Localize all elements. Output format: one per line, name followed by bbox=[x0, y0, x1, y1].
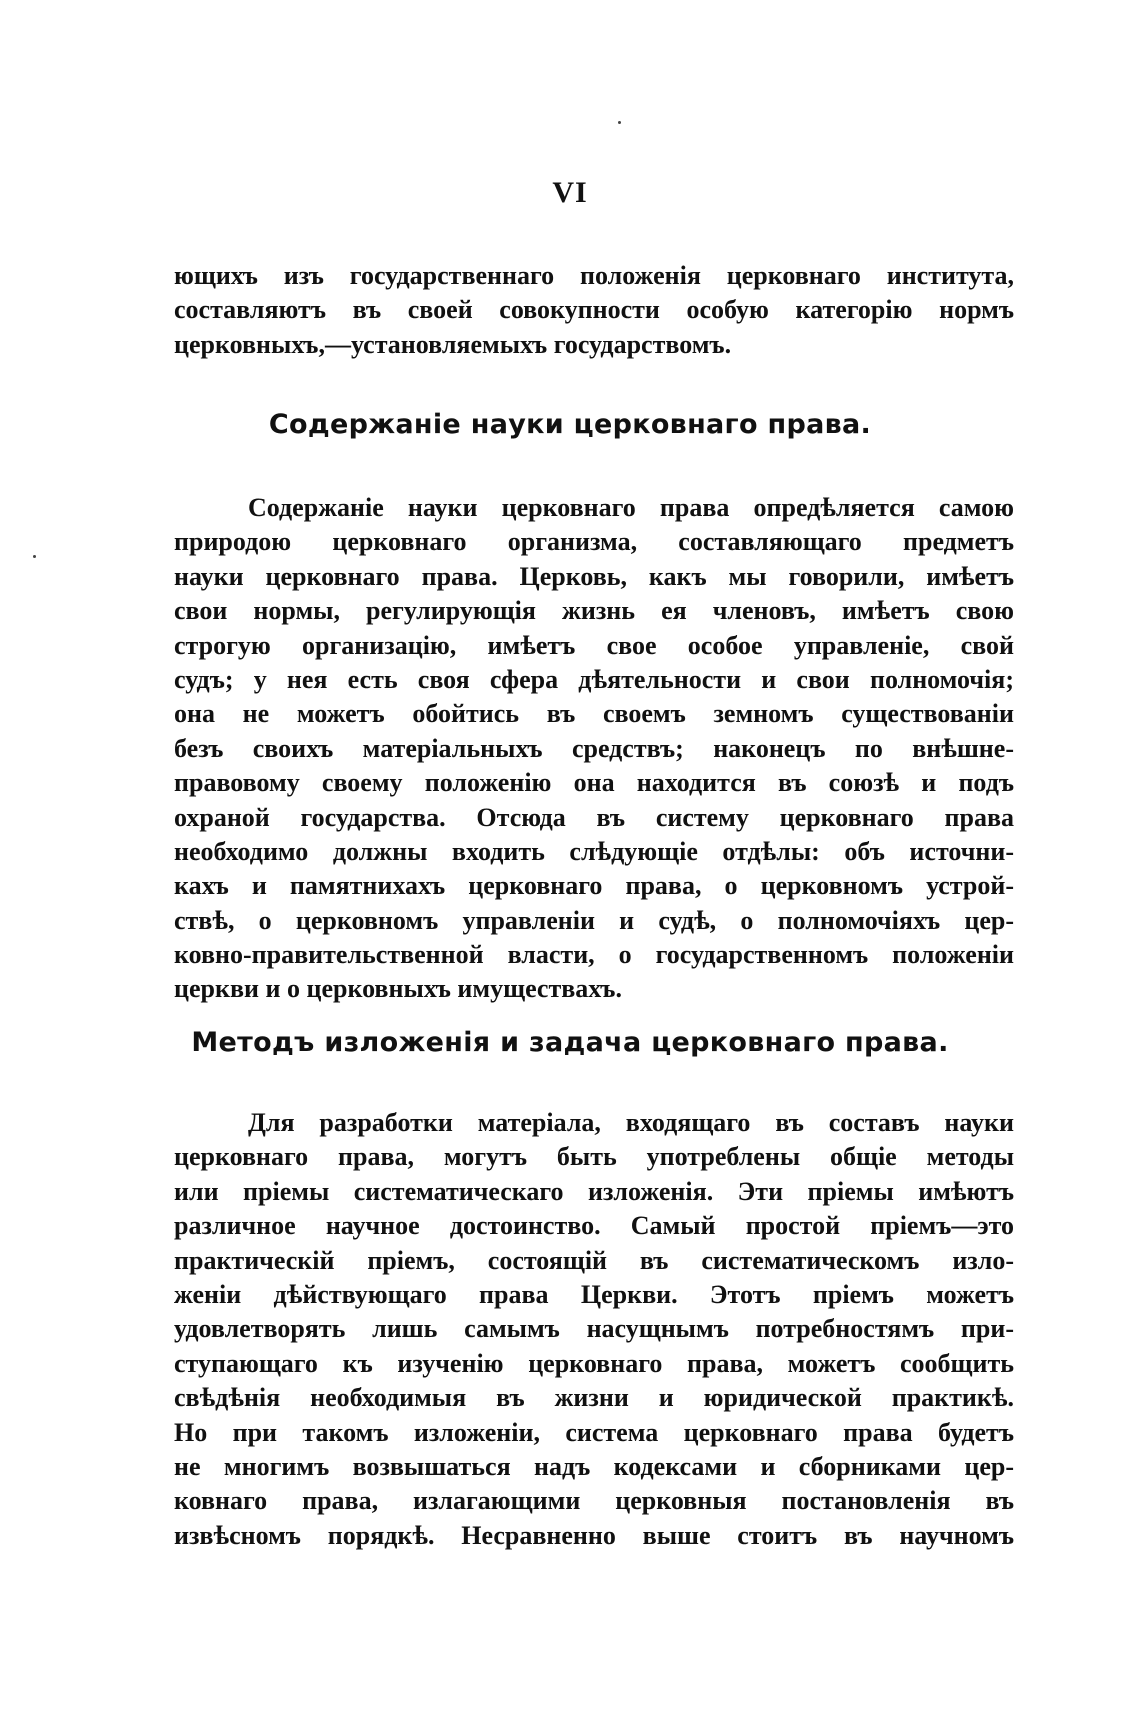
section-heading-content: Содержаніе науки церковнаго права. bbox=[268, 409, 872, 440]
section-content-paragraph bbox=[174, 491, 1014, 1007]
text-line: или пріемы систематическаго изложенія. Эти пріемы имѣютъ bbox=[174, 1176, 1014, 1206]
text-line: ющихъ изъ государственнаго положенія церковнаго института, bbox=[174, 261, 1014, 290]
text-line: свѣдѣнія необходимыя въ жизни и юридической практикѣ. bbox=[174, 1383, 1014, 1413]
text-line: церкви и о церковныхъ имуществахъ. bbox=[174, 974, 622, 1004]
text-line: кахъ и памятнихахъ церковнаго права, о церковномъ устрой- bbox=[174, 871, 1014, 901]
text-line: судъ; у нея есть своя сфера дѣятельности и свои полномочія; bbox=[174, 664, 1014, 694]
text-line: удовлетворять лишь самымъ насущнымъ потребностямъ при- bbox=[174, 1314, 1014, 1344]
text-line: она не можетъ обойтись въ своемъ земномъ существованіи bbox=[174, 699, 1014, 729]
text-line: природою церковнаго организма, составляющаго предметъ bbox=[174, 527, 1014, 557]
text-line: безъ своихъ матеріальныхъ средствъ; наконецъ по внѣшне- bbox=[174, 733, 1014, 763]
text-line: свои нормы, регулирующія жизнь ея членовъ, имѣетъ свою bbox=[174, 596, 1014, 626]
text-line: Но при такомъ изложеніи, система церковнаго права будетъ bbox=[174, 1417, 1014, 1447]
text-line: не многимъ возвышаться надъ кодексами и сборниками цер- bbox=[174, 1451, 1014, 1481]
text-line: охраной государства. Отсюда въ систему церковнаго права bbox=[174, 802, 1014, 832]
text-line: ствѣ, о церковномъ управленіи и судѣ, о полномочіяхъ цер- bbox=[174, 905, 1014, 935]
text-line: Для разработки матеріала, входящаго въ составъ науки bbox=[248, 1108, 1014, 1137]
text-line: церковныхъ,—установляемыхъ государствомъ. bbox=[174, 329, 732, 359]
text-line: составляютъ въ своей совокупности особую категорію нормъ bbox=[174, 295, 1014, 325]
section-method-paragraph bbox=[174, 1106, 1014, 1553]
text-line: церковнаго права, могутъ быть употреблены общіе методы bbox=[174, 1142, 1014, 1172]
text-line: извѣсномъ порядкѣ. Несравненно выше стоитъ въ научномъ bbox=[174, 1520, 1014, 1550]
text-line: правовому своему положенію она находится въ союзѣ и подъ bbox=[174, 768, 1014, 798]
scan-speck bbox=[33, 555, 36, 558]
text-line: различное научное достоинство. Самый простой пріемъ—это bbox=[174, 1211, 1014, 1241]
text-line: практическій пріемъ, состоящій въ систематическомъ изло- bbox=[174, 1245, 1014, 1275]
text-line: необходимо должны входить слѣдующіе отдѣлы: объ источни- bbox=[174, 836, 1014, 866]
text-line: женіи дѣйствующаго права Церкви. Этотъ пріемъ можетъ bbox=[174, 1279, 1014, 1309]
scan-speck bbox=[618, 121, 621, 124]
page-number: VI bbox=[552, 176, 588, 209]
intro-paragraph bbox=[174, 259, 1014, 362]
text-line: ступающаго къ изученію церковнаго права, можетъ сообщить bbox=[174, 1348, 1014, 1378]
section-heading-method: Методъ изложенія и задача церковнаго права. bbox=[191, 1027, 949, 1058]
text-line: ковнаго права, излагающими церковныя постановленія въ bbox=[174, 1486, 1014, 1516]
text-line: ковно-правительственной власти, о государственномъ положеніи bbox=[174, 940, 1014, 970]
text-line: науки церковнаго права. Церковь, какъ мы говорили, имѣетъ bbox=[174, 561, 1014, 591]
text-line: строгую организацію, имѣетъ свое особое управленіе, свой bbox=[174, 630, 1014, 660]
text-line: Содержаніе науки церковнаго права опредѣляется самою bbox=[248, 493, 1014, 522]
